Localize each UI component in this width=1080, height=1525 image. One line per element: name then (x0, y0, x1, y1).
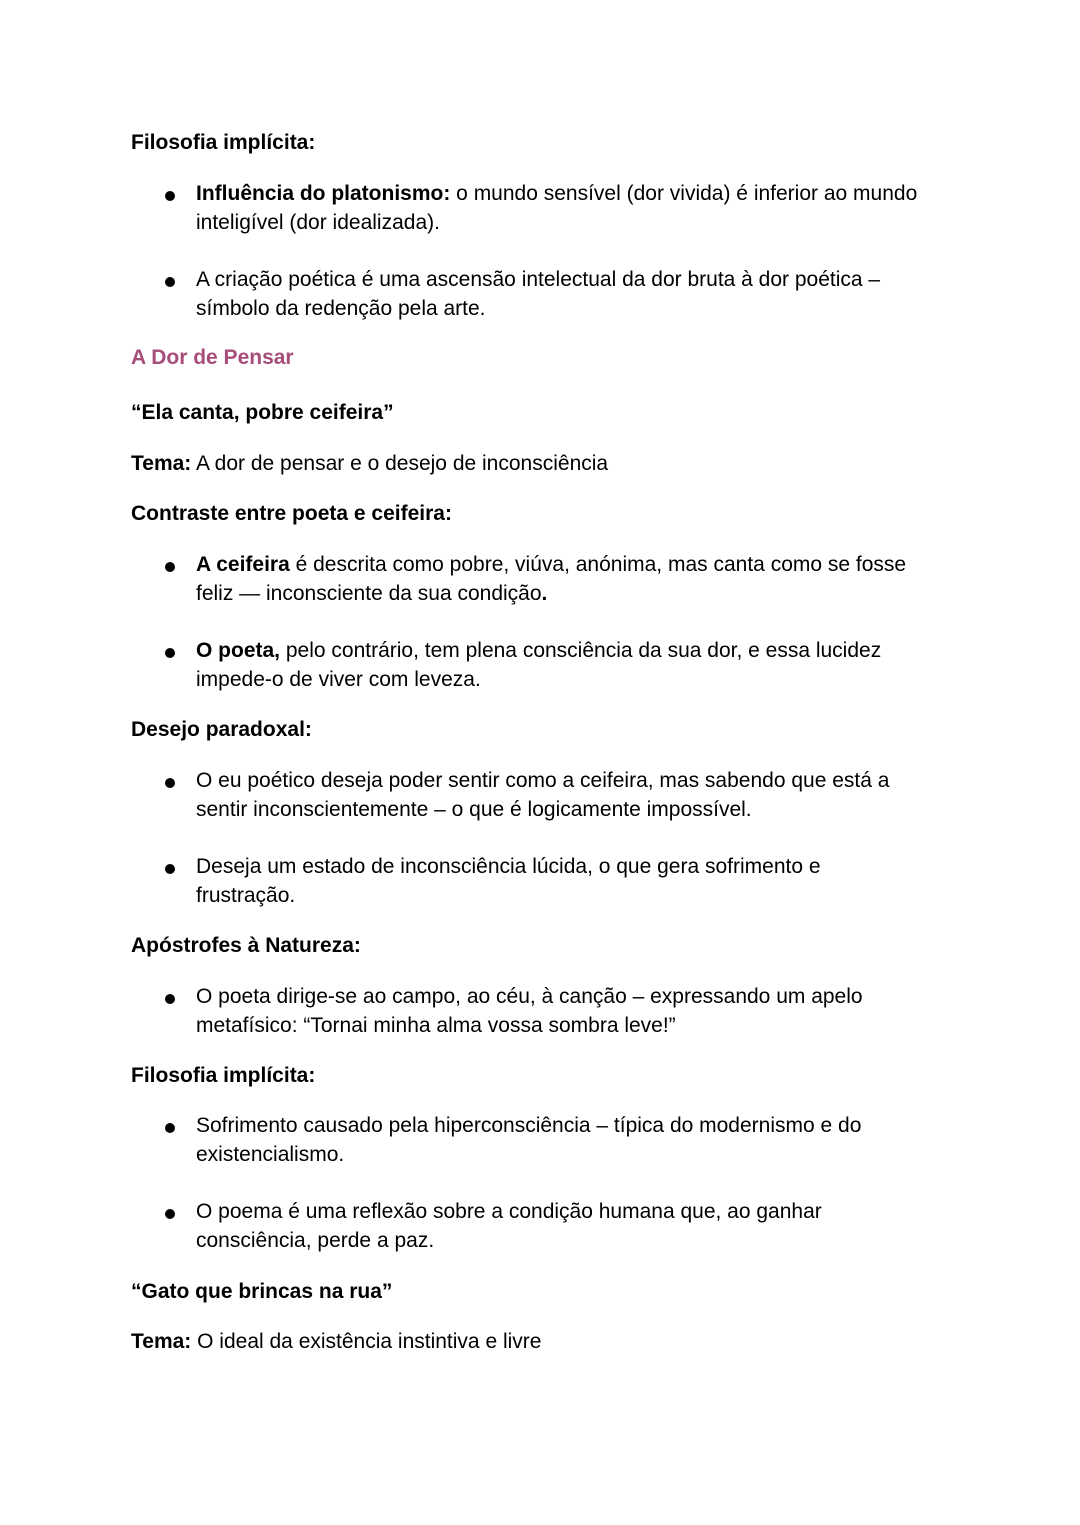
contraste-label: Contraste entre poeta e ceifeira: (131, 502, 452, 525)
bullet-text: inteligível (dor idealizada). (196, 210, 440, 234)
bullet-icon (165, 277, 175, 287)
desejo-label: Desejo paradoxal: (131, 718, 312, 741)
bullet-text: feliz — inconsciente da sua condição (196, 581, 542, 605)
bullet-text: frustração. (196, 883, 296, 907)
bullet-text: símbolo da redenção pela arte. (196, 296, 486, 320)
filosofia-label: Filosofia implícita: (131, 1064, 316, 1087)
bullet-text: o mundo sensível (dor vivida) é inferior ao mundo (450, 182, 918, 205)
bullet-icon (165, 648, 175, 658)
bullet-bold: A ceifeira (196, 553, 290, 576)
bullet-icon (165, 778, 175, 788)
bullet-text: Sofrimento causado pela hiperconsciência – típica do modernismo e do (196, 1114, 862, 1137)
bullet-bold: . (541, 581, 548, 605)
bullet-text: sentir inconscientemente – o que é logicamente impossível. (196, 797, 752, 821)
bullet-text: é descrita como pobre, viúva, anónima, mas canta como se fosse (289, 553, 907, 576)
bullet-icon (165, 994, 175, 1004)
apostrofes-label: Apóstrofes à Natureza: (131, 934, 361, 957)
tema-line (131, 450, 961, 479)
bullet-icon (165, 1123, 175, 1133)
bullet-text: metafísico: “Tornai minha alma vossa sombra leve!” (196, 1013, 676, 1037)
bullet-text: impede-o de viver com leveza. (196, 667, 481, 691)
bullet-icon (165, 562, 175, 572)
tema-text: A dor de pensar e o desejo de inconsciência (191, 452, 609, 475)
bullet-text: consciência, perde a paz. (196, 1228, 435, 1252)
bullet-text: O eu poético deseja poder sentir como a ceifeira, mas sabendo que está a (196, 769, 890, 792)
bullet-icon (165, 1209, 175, 1219)
bullet-bold: Influência do platonismo: (196, 182, 451, 205)
bullet-icon (165, 864, 175, 874)
tema-label: Tema: (131, 1330, 192, 1353)
bullet-text: A criação poética é uma ascensão intelectual da dor bruta à dor poética – (196, 268, 881, 291)
bullet-text: Deseja um estado de inconsciência lúcida, o que gera sofrimento e (196, 855, 821, 878)
bullet-text: O poeta dirige-se ao campo, ao céu, à canção – expressando um apelo (196, 985, 863, 1008)
section-label-filosofia: Filosofia implícita: (131, 131, 316, 154)
poem-title: “Gato que brincas na rua” (131, 1280, 393, 1303)
section-heading: A Dor de Pensar (131, 346, 294, 369)
tema-text: O ideal da existência instintiva e livre (191, 1330, 542, 1353)
bullet-text: existencialismo. (196, 1142, 345, 1166)
bullet-text: O poema é uma reflexão sobre a condição humana que, ao ganhar (196, 1200, 822, 1223)
bullet-icon (165, 191, 175, 201)
tema-label: Tema: (131, 452, 192, 475)
poem-title: “Ela canta, pobre ceifeira” (131, 401, 394, 424)
bullet-text: pelo contrário, tem plena consciência da sua dor, e essa lucidez (280, 639, 882, 662)
tema-line (131, 1328, 961, 1357)
bullet-bold: O poeta, (196, 639, 281, 662)
